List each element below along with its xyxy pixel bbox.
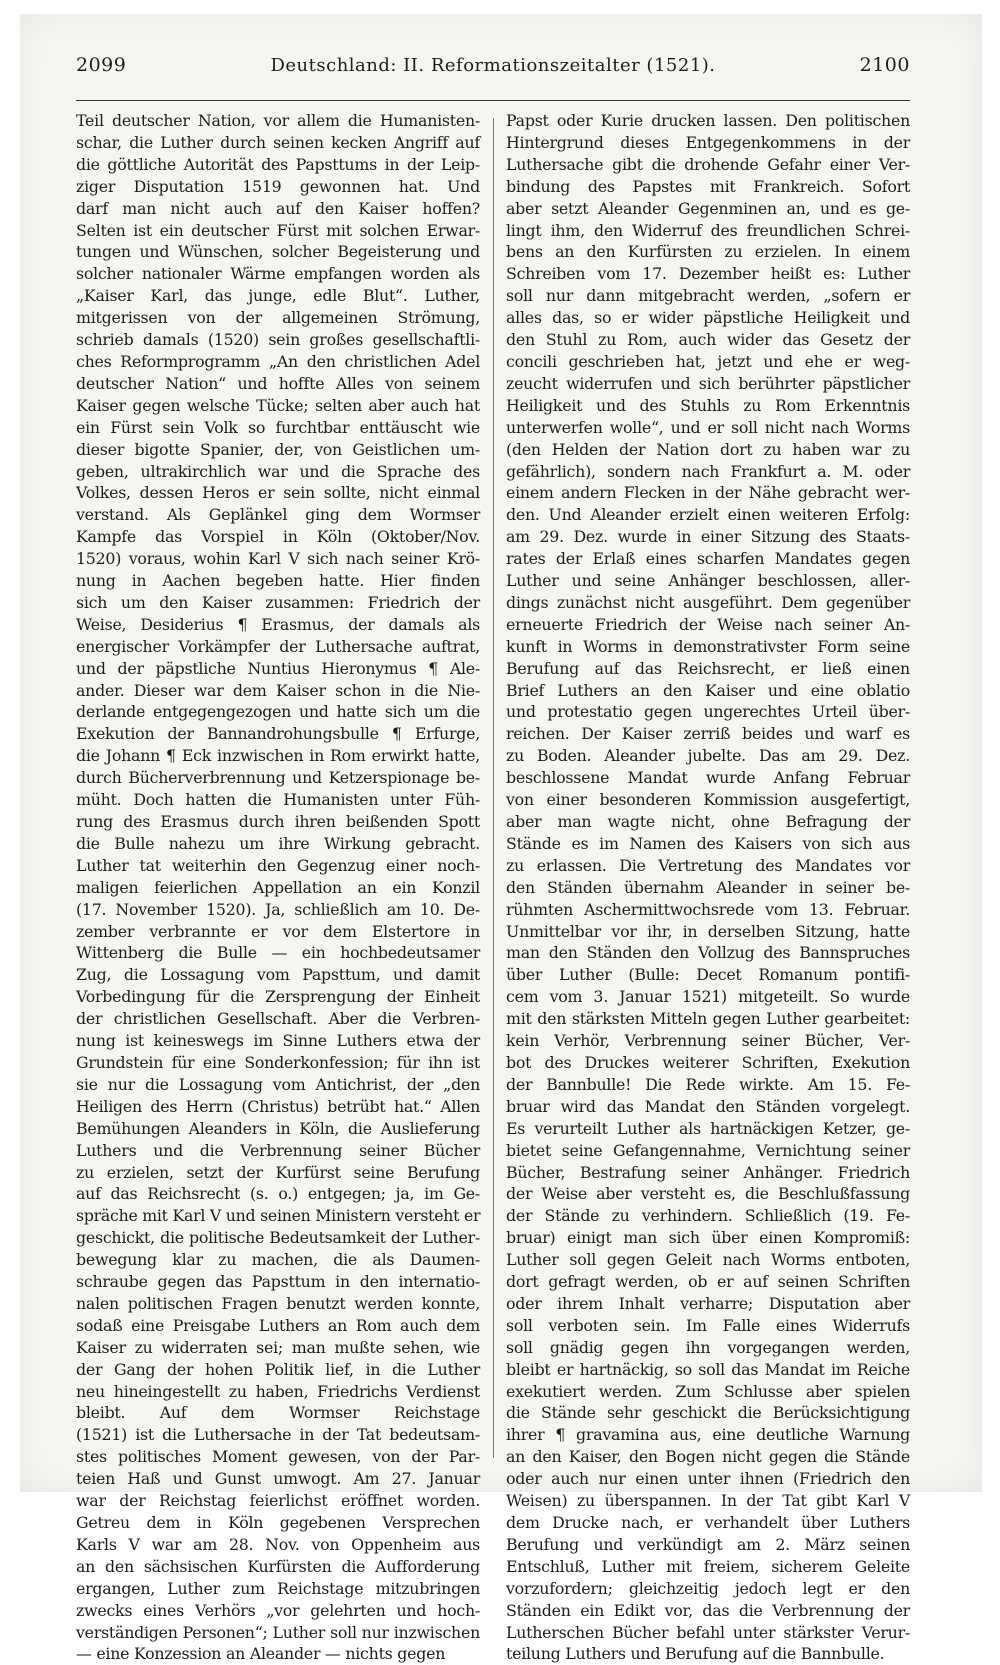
text-line: zember verbrannte er vor dem Elstertore in	[76, 921, 480, 941]
text-line: verständigen Personen“; Luther soll nur inzwischen	[76, 1622, 480, 1642]
text-line: deutscher Nation“ und hoffte Alles von seinem	[76, 373, 480, 393]
text-line: am 29. Dez. wurde in einer Sitzung des Staats-	[506, 527, 910, 547]
text-line: Berufung auf das Reichsrecht, er ließ einen	[506, 658, 910, 678]
text-line: Volkes, dessen Heros er sein sollte, nicht einmal	[76, 483, 480, 503]
text-line: Hintergrund dieses Entgegenkommens in der	[506, 132, 910, 152]
text-line: Teil deutscher Nation, vor allem die Humanisten-	[76, 111, 480, 130]
text-line: Bemühungen Aleanders in Köln, die Auslieferung	[76, 1118, 480, 1138]
text-line: ergangen, Luther zum Reichstage mitzubringen	[76, 1578, 480, 1598]
text-line: oder auch nur einen unter ihnen (Friedrich den	[506, 1469, 910, 1489]
text-line: soll verboten sein. Im Falle eines Widerrufs	[506, 1315, 910, 1335]
page-number-left: 2099	[76, 54, 127, 76]
text-line: oder ihrem Inhalt verharre; Disputation aber	[506, 1293, 910, 1313]
text-line: kunft in Worms in demonstrativster Form seine	[506, 636, 910, 656]
text-line: concili geschrieben hat, jetzt und ehe er weg-	[506, 351, 910, 371]
text-line: zeucht widerrufen und sich berührter päpstlicher	[506, 373, 910, 393]
text-line: Entschluß, Luther mit freiem, sicherem Geleite	[506, 1556, 910, 1576]
text-line: lingt ihm, den Widerruf des freundlichen Schrei-	[506, 220, 910, 240]
text-line: reichen. Der Kaiser zerriß beides und warf es	[506, 724, 910, 744]
text-line: bruar wird das Mandat den Ständen vorgelegt.	[506, 1096, 910, 1116]
text-line: Zug, die Lossagung vom Papsttum, und damit	[76, 965, 480, 985]
text-line: aber setzt Aleander Gegenminen an, und es ge-	[506, 198, 910, 218]
text-line: Bücher, Bestrafung seiner Anhänger. Friedrich	[506, 1162, 910, 1182]
text-line: „Kaiser Karl, das junge, edle Blut“. Luther,	[76, 286, 480, 306]
text-line: Karls V war am 28. Nov. von Oppenheim aus	[76, 1534, 480, 1554]
text-line: cem vom 3. Januar 1521) mitgeteilt. So wurde	[506, 987, 910, 1007]
text-line: derlande entgegengezogen und hatte sich um die	[76, 702, 480, 722]
text-line: Getreu dem in Köln gegebenen Versprechen	[76, 1513, 480, 1532]
text-line: neu hineingestellt zu haben, Friedrichs Verdienst	[76, 1381, 480, 1401]
text-line: darf man nicht auch auf den Kaiser hoffen?	[76, 198, 480, 218]
text-line: kein Verhör, Verbrennung seiner Bücher, Ver-	[506, 1031, 910, 1051]
text-line: zu Boden. Aleander jubelte. Das am 29. Dez.	[506, 746, 910, 766]
text-line: tungen und Wünschen, solcher Begeisterung und	[76, 242, 480, 262]
text-line: bens an den Kurfürsten zu erzielen. In einem	[506, 242, 910, 262]
text-line: Luthers und die Verbrennung seiner Bücher	[76, 1140, 480, 1160]
text-line: bewegung klar zu machen, die als Daumen-	[76, 1250, 480, 1270]
text-line: der Gang der hohen Politik lief, in die Luther	[76, 1359, 480, 1379]
text-line: dings zunächst nicht ausgeführt. Dem gegenüber	[506, 592, 910, 612]
text-line: müht. Doch hatten die Humanisten unter Füh-	[76, 790, 480, 810]
text-line: war der Reichstag feierlichst eröffnet worden.	[76, 1491, 480, 1511]
running-header	[76, 54, 910, 94]
text-line: und protestatio gegen ungerechtes Urteil über-	[506, 702, 910, 722]
text-line: ihrer ¶ gravamina aus, eine deutliche Warnung	[506, 1425, 910, 1445]
text-line: rühmten Aschermittwochsrede vom 13. Februar.	[506, 899, 910, 919]
text-line: Kampfe das Vorspiel in Köln (Oktober/Nov.	[76, 527, 480, 547]
left-column	[76, 110, 481, 1664]
text-line: vorzufordern; gleichzeitig jedoch legt er den	[506, 1578, 910, 1598]
text-line: 1520) voraus, wohin Karl V sich nach seiner Krö-	[76, 549, 480, 569]
text-line: Stände es im Namen des Kaisers von sich aus	[506, 833, 910, 853]
text-line: Kaiser zu widerraten sei; man mußte sehen, wie	[76, 1337, 480, 1357]
text-line: sodaß eine Preisgabe Luthers an Rom auch dem	[76, 1315, 480, 1335]
text-line: verstand. Als Geplänkel ging dem Wormser	[76, 505, 480, 525]
header-rule	[76, 100, 910, 101]
text-line: — eine Konzession an Aleander — nichts gegen	[76, 1644, 446, 1664]
text-line: Exekution der Bannandrohungsbulle ¶ Erfurge,	[76, 724, 480, 744]
text-line: Luthersache gibt die drohende Gefahr einer Ver-	[506, 154, 910, 174]
text-line: Papst oder Kurie drucken lassen. Den politischen	[506, 111, 910, 130]
text-line: alles das, so er wider päpstliche Heiligkeit und	[506, 308, 910, 328]
text-line: Schreiben vom 17. Dezember heißt es: Luther	[506, 264, 910, 284]
text-line: zwecks eines Verhörs „vor gelehrten und hoch-	[76, 1600, 480, 1620]
text-line: man den Ständen den Vollzug des Bannspruches	[506, 943, 910, 963]
text-line: zu erzielen, setzt der Kurfürst seine Berufung	[76, 1162, 480, 1182]
text-line: soll gnädig gegen ihn vorgegangen werden,	[506, 1337, 910, 1357]
text-line: Wittenberg die Bulle — ein hochbedeutsamer	[76, 943, 480, 963]
text-line: Selten ist ein deutscher Fürst mit solchen Erwar-	[76, 220, 480, 240]
text-line: sich um den Kaiser zusammen: Friedrich der	[76, 592, 480, 612]
text-line: an den sächsischen Kurfürsten die Aufforderung	[76, 1556, 480, 1576]
text-line: sie nur die Lossagung vom Antichrist, der „den	[76, 1074, 480, 1094]
text-line: durch Bücherverbrennung und Ketzerspionage be-	[76, 768, 480, 788]
text-line: der christlichen Gesellschaft. Aber die Verbren-	[76, 1009, 480, 1029]
text-line: (1521) ist die Luthersache in der Tat bedeutsam-	[76, 1425, 480, 1445]
text-line: dem Drucke nach, er verhandelt über Luthers	[506, 1513, 910, 1532]
text-line: soll nur dann mitgebracht werden, „sofern er	[506, 286, 910, 306]
text-line: den Stuhl zu Rom, auch wider das Gesetz der	[506, 330, 910, 350]
text-line: maligen feierlichen Appellation an ein Konzil	[76, 877, 480, 897]
text-line: Heiligen des Herrn (Christus) betrübt hat.“ Allen	[76, 1096, 480, 1116]
text-line: nalen politischen Fragen benutzt werden konnte,	[76, 1293, 480, 1313]
text-line: den Ständen übernahm Aleander in seiner be-	[506, 877, 910, 897]
text-line: exekutiert werden. Zum Schlusse aber spielen	[506, 1381, 910, 1401]
text-line: beschlossene Mandat wurde Anfang Februar	[506, 768, 910, 788]
text-line: an den Kaiser, den Bogen nicht gegen die Stände	[506, 1447, 910, 1467]
text-line: Luther tat weiterhin den Gegenzug einer noch-	[76, 855, 480, 875]
text-line: Weisen) zu überspannen. In der Tat gibt Karl V	[506, 1491, 910, 1511]
text-line: den. Und Aleander erzielt einen weiteren Erfolg:	[506, 505, 910, 525]
text-line: rung des Erasmus durch ihren beißenden Spott	[76, 812, 480, 831]
text-line: stes politisches Moment gewesen, von der Par-	[76, 1447, 480, 1467]
text-line: Es verurteilt Luther als hartnäckigen Ketzer, ge-	[506, 1118, 910, 1138]
text-line: bietet seine Gefangennahme, Vernichtung seiner	[506, 1140, 910, 1160]
text-line: Lutherschen Bücher befahl unter stärkster Verur-	[506, 1622, 910, 1642]
text-line: zu erlassen. Die Vertretung des Mandates vor	[506, 855, 910, 875]
text-line: von einer besonderen Kommission ausgefertigt,	[506, 790, 910, 810]
text-line: die Johann ¶ Eck inzwischen in Rom erwirkt hatte,	[76, 746, 480, 766]
text-line: Grundstein für eine Sonderkonfession; für ihn ist	[76, 1052, 480, 1072]
text-line: die Bulle nahezu um ihre Wirkung gebracht.	[76, 833, 480, 853]
text-line: der Bannbulle! Die Rede wirkte. Am 15. Fe-	[506, 1074, 910, 1094]
text-line: schar, die Luther durch seinen kecken Angriff auf	[76, 132, 480, 152]
running-title: Deutschland: II. Reformationszeitalter (1521).	[270, 55, 716, 76]
text-line: Unmittelbar vor ihr, in derselben Sitzung, hatte	[506, 921, 910, 941]
text-line: ander. Dieser war dem Kaiser schon in die Nie-	[76, 680, 480, 700]
text-line: aber man wagte nicht, ohne Befragung der	[506, 812, 910, 831]
text-line: dieser bigotte Spanier, der, von Geistlichen um-	[76, 439, 480, 459]
text-line: geben, ultrakirchlich war und die Sprache des	[76, 461, 480, 481]
text-line: der Stände zu verhindern. Schließlich (19. Fe-	[506, 1206, 910, 1226]
text-line: rates der Erlaß eines scharfen Mandates gegen	[506, 549, 910, 569]
text-line: die Stände sehr geschickt die Berücksichtigung	[506, 1403, 910, 1423]
text-line: (17. November 1520). Ja, schließlich am 10. De-	[76, 899, 480, 919]
text-line: schraube gegen das Papsttum in den internatio-	[76, 1272, 480, 1292]
text-line: ein Fürst sein Volk so furchtbar enttäuscht wie	[76, 417, 480, 437]
text-line: bleibt. Auf dem Wormser Reichstage	[76, 1403, 480, 1423]
text-line: energischer Vorkämpfer der Luthersache auftrat,	[76, 636, 480, 656]
text-line: der Weise aber versteht es, die Beschlußfassung	[506, 1184, 910, 1204]
text-line: mitgerissen von der allgemeinen Strömung,	[76, 308, 480, 328]
text-line: Kaiser gegen welsche Tücke; selten aber auch hat	[76, 395, 480, 415]
text-line: schrieb damals (1520) sein großes gesellschaftli-	[76, 330, 480, 350]
text-line: Heiligkeit und des Stuhls zu Rom Erkenntnis	[506, 395, 910, 415]
text-line: mit den stärksten Mitteln gegen Luther gearbeitet:	[506, 1009, 910, 1029]
text-line: dort gefragt werden, ob er auf seinen Schriften	[506, 1272, 910, 1292]
text-line: Ständen ein Edikt vor, das die Verbrennung der	[506, 1600, 910, 1620]
text-line: solcher nationaler Wärme empfangen worden als	[76, 264, 480, 284]
text-line: Vorbedingung für die Zersprengung der Einheit	[76, 987, 480, 1007]
text-line: geschickt, die politische Bedeutsamkeit der Luther-	[76, 1228, 480, 1248]
text-line: einem andern Flecken in der Nähe gebracht wer-	[506, 483, 910, 503]
text-line: nung in Aachen begeben hatte. Hier finden	[76, 571, 480, 591]
text-line: und der päpstliche Nuntius Hieronymus ¶ Ale-	[76, 658, 480, 678]
text-line: Luther soll gegen Geleit nach Worms entboten,	[506, 1250, 910, 1270]
column-divider	[493, 118, 494, 1458]
text-line: auf das Reichsrecht (s. o.) entgegen; ja, im Ge-	[76, 1184, 480, 1204]
text-line: die göttliche Autorität des Papsttums in der Leip-	[76, 154, 480, 174]
text-line: unterwerfen wolle“, und er soll nicht nach Worms	[506, 417, 910, 437]
text-line: bindung des Papstes mit Frankreich. Sofort	[506, 176, 910, 196]
page-number-right: 2100	[859, 54, 910, 76]
text-line: gefährlich), sondern nach Frankfurt a. M. oder	[506, 461, 910, 481]
text-line: bot des Druckes weiterer Schriften, Exekution	[506, 1052, 910, 1072]
text-line: Brief Luthers an den Kaiser und eine oblatio	[506, 680, 910, 700]
text-line: teilung Luthers und Berufung auf die Bannbulle.	[506, 1644, 885, 1664]
right-column	[506, 110, 910, 1664]
text-line: bruar) einigt man sich über einen Kompromiß:	[506, 1228, 910, 1248]
scanned-page	[20, 14, 982, 1664]
text-line: ziger Disputation 1519 gewonnen hat. Und	[76, 176, 480, 196]
text-line: spräche mit Karl V und seinen Ministern versteht er	[76, 1206, 481, 1226]
text-line: über Luther (Bulle: Decet Romanum pontifi-	[506, 965, 910, 985]
text-line: Berufung und verkündigt am 2. März seinen	[506, 1534, 910, 1554]
text-line: Luther und seine Anhänger beschlossen, aller-	[506, 571, 910, 591]
text-line: nung ist keineswegs im Sinne Luthers etwa der	[76, 1031, 480, 1051]
text-line: teien Haß und Gunst umwogt. Am 27. Januar	[76, 1469, 480, 1489]
text-line: Weise, Desiderius ¶ Erasmus, der damals als	[76, 614, 480, 634]
text-line: erneuerte Friedrich der Weise nach seiner An-	[506, 614, 910, 634]
text-line: (den Helden der Nation dort zu haben war zu	[506, 439, 910, 459]
text-line: bleibt er hartnäckig, so soll das Mandat im Reiche	[506, 1359, 910, 1379]
text-line: ches Reformprogramm „An den christlichen Adel	[76, 351, 480, 371]
